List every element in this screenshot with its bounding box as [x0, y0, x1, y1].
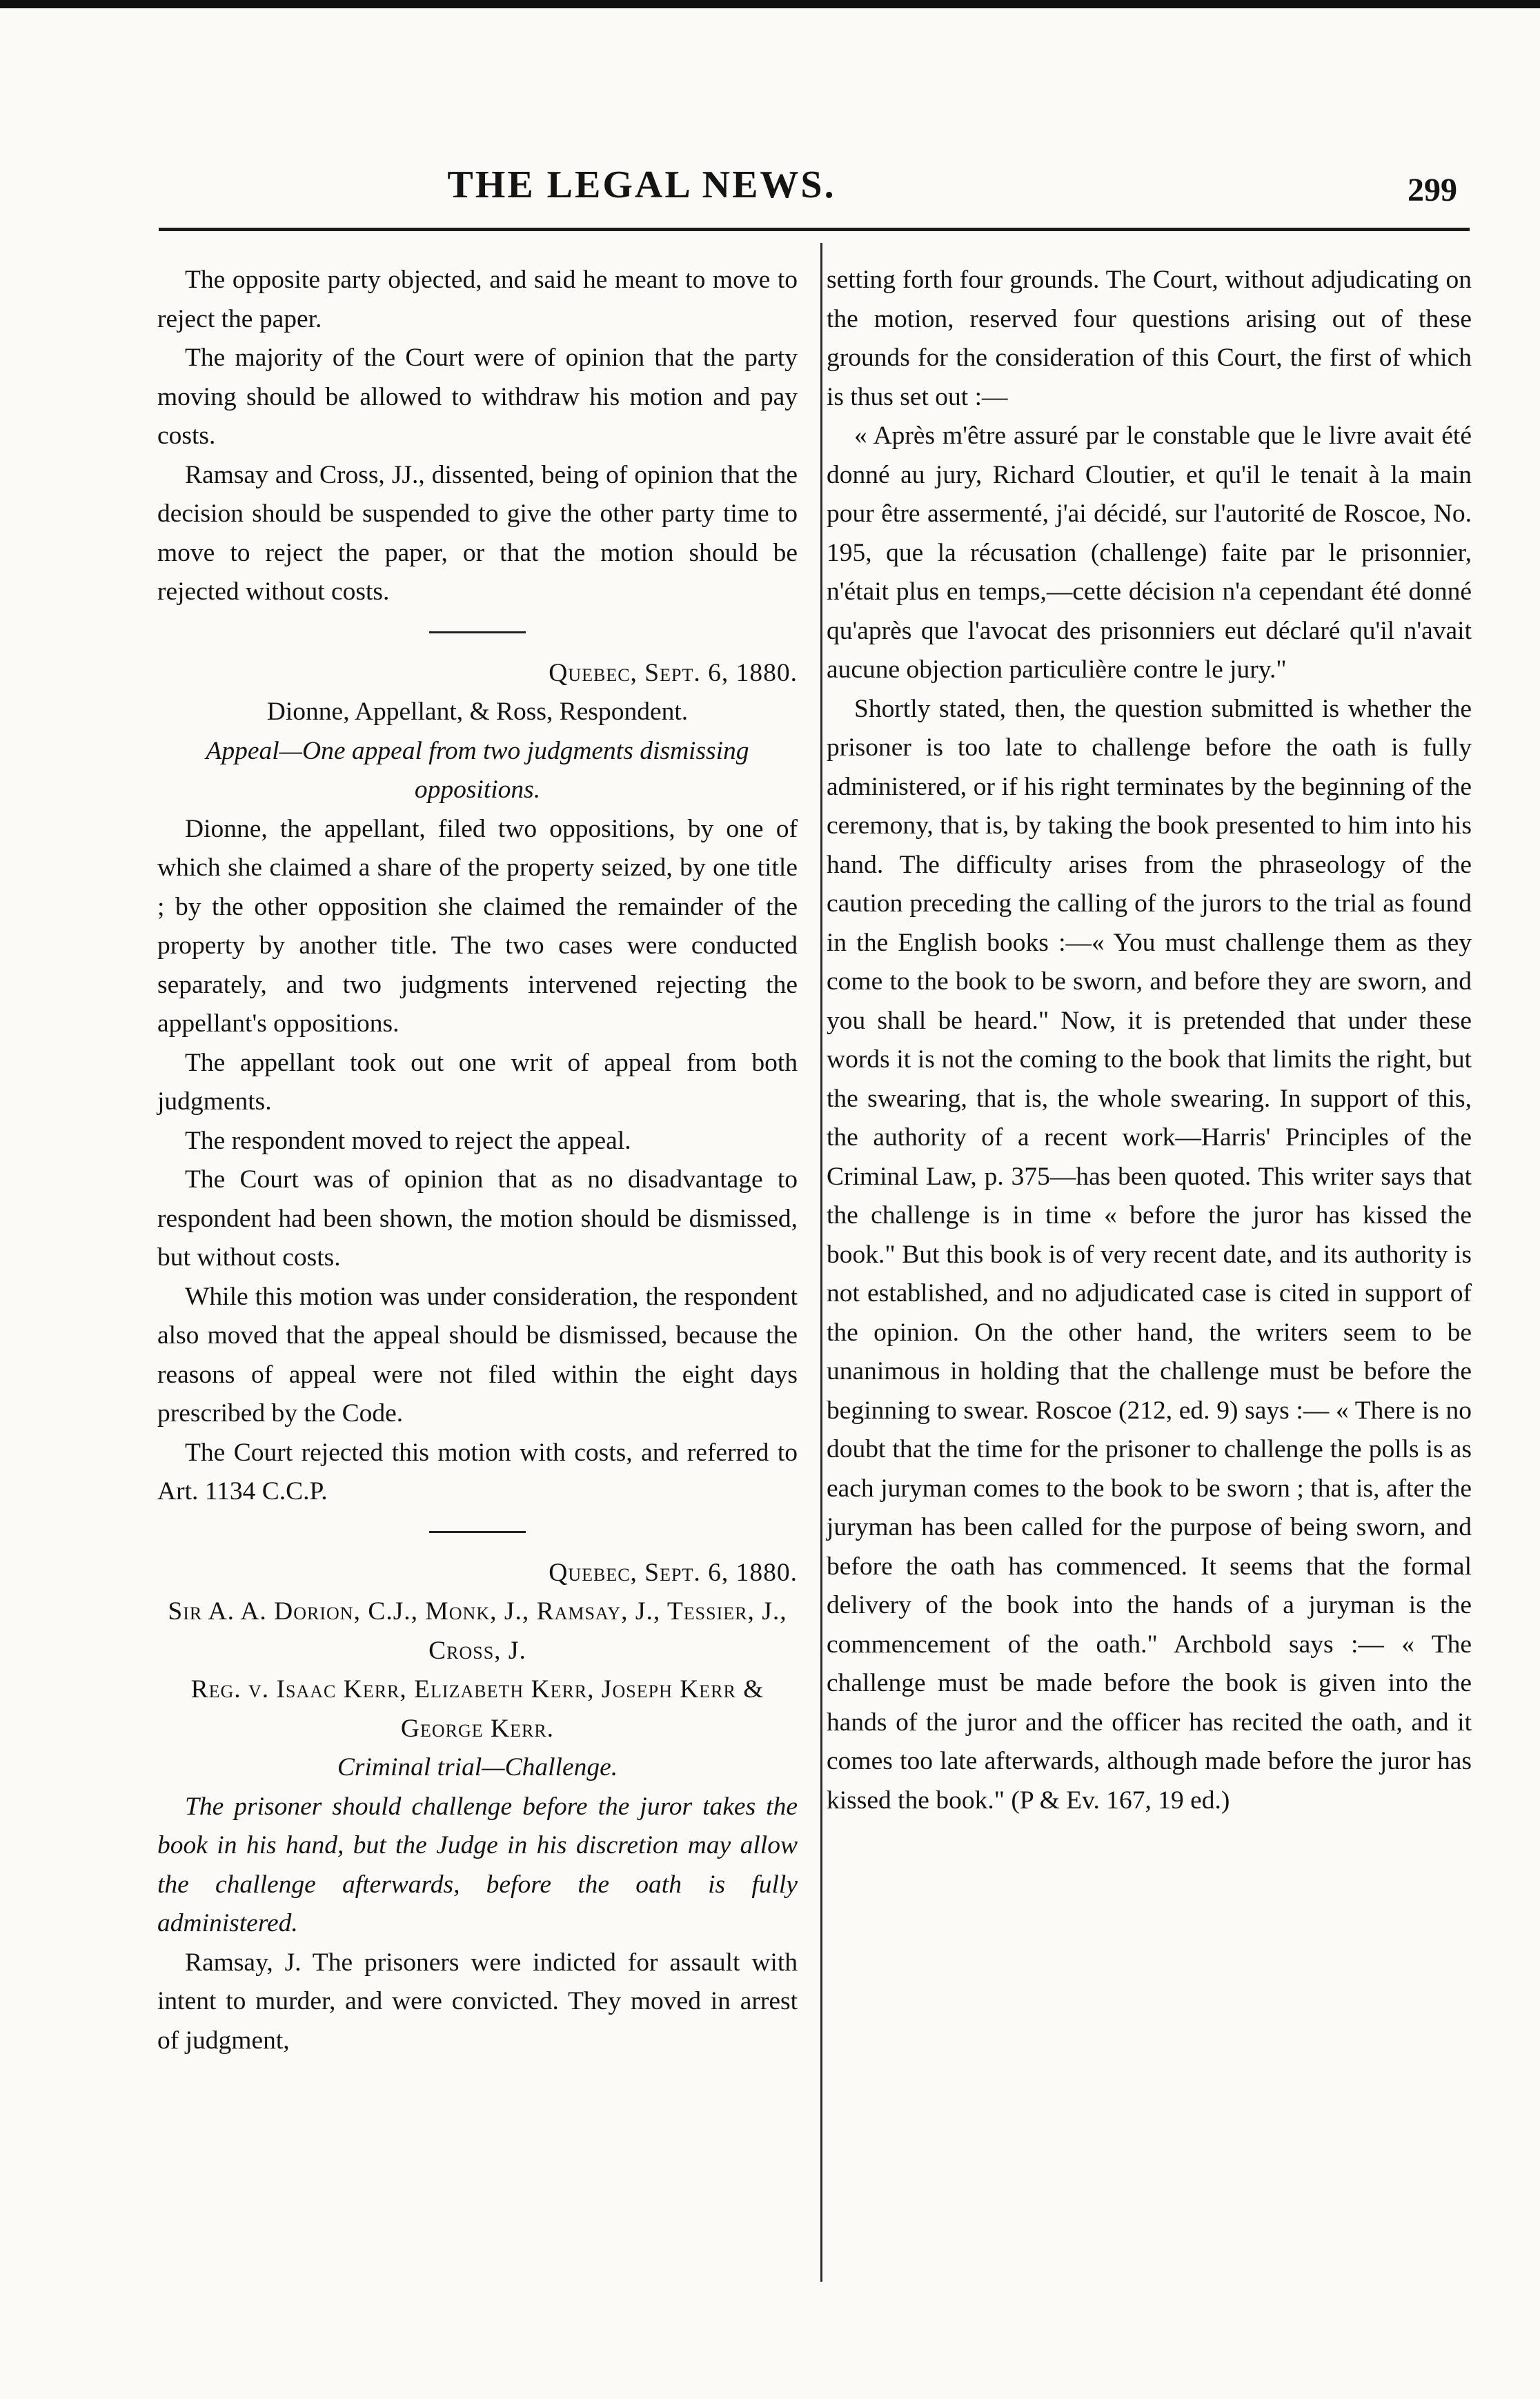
paragraph: The opposite party objected, and said he meant to move to reject the paper.	[157, 266, 798, 333]
case-bench: Sir A. A. Dorion, C.J., Monk, J., Ramsay, J., Tessier, J., Cross, J.	[168, 1597, 787, 1665]
paragraph: Dionne, the appellant, filed two oppositions, by one of which she claimed a share of the property seized, by one title ; by the other opposition she claimed the remainder of the property by another title. The two cases were conducted separately, and two judgments intervened rejecting the appellant's oppositions.	[157, 814, 798, 1038]
section-divider	[429, 1531, 526, 1533]
paragraph: Shortly stated, then, the question submitted is whether the prisoner is too late to challenge before the oath is fully administered, or if his right terminates by the beginning of the ceremony, that is, by taking the book presented to him into his hand. The difficulty arises from the phraseology of the caution preceding the calling of the jurors to the trial as found in the English books :—« You must challenge them as they come to the book to be sworn, and before they are sworn, and you shall be heard." Now, it is pretended that under these words it is not the coming to the book that limits the right, but the swearing, that is, the whole swearing. In support of this, the authority of a recent work—Harris' Principles of the Criminal Law, p. 375—has been quoted. This writer says that the challenge is in time « before the juror has kissed the book." But this book is of very recent date, and its authority is not established, and no adjudicated case is cited in support of the opinion. On the other hand, the writers seem to be unanimous in holding that the challenge must be before the beginning to swear. Roscoe (212, ed. 9) says :— « There is no doubt that the time for the prisoner to challenge the polls is as each juryman comes to the book to be sworn ; that is, after the juryman has been called for the purpose of being sworn, and before the oath has commenced. It seems that the formal delivery of the book into the hands of a juryman is the commencement of the oath." Archbold says :— « The challenge must be made before the book is given into the hands of the juror and the officer has recited the oath, and it comes too late afterwards, although made before the juror has kissed the book." (P & Ev. 167, 19 ed.)	[827, 694, 1472, 1815]
paragraph: Ramsay, J. The prisoners were indicted for assault with intent to murder, and were convicted. They moved in arrest of judgment,	[157, 1948, 798, 2055]
paragraph: Ramsay and Cross, JJ., dissented, being of opinion that the decision should be suspended to give the other party time to move to reject the paper, or that the motion should be rejected without costs.	[157, 460, 798, 606]
top-border-rule	[0, 0, 1540, 8]
case-dateline: Quebec, Sept. 6, 1880.	[549, 658, 798, 687]
case-parties: Dionne, Appellant, & Ross, Respondent.	[266, 698, 689, 726]
case-headnote: The prisoner should challenge before the juror takes the book in his hand, but the Judge in his discretion may allow the challenge afterwards, before the oath is fully administered.	[157, 1792, 798, 1937]
case-dateline: Quebec, Sept. 6, 1880.	[549, 1558, 798, 1587]
case-parties: Reg. v. Isaac Kerr, Elizabeth Kerr, Joseph Kerr & George Kerr.	[190, 1675, 764, 1743]
paragraph: The Court rejected this motion with costs, and referred to Art. 1134 C.C.P.	[157, 1438, 798, 1505]
case-headnote: Appeal—One appeal from two judgments dismissing oppositions.	[206, 736, 749, 804]
paragraph: The respondent moved to reject the appeal.	[185, 1126, 631, 1155]
section-divider	[429, 631, 526, 633]
right-column	[827, 261, 1472, 1820]
paragraph: The appellant took out one writ of appeal from both judgments.	[157, 1048, 798, 1116]
column-separator	[820, 243, 822, 2282]
page-number: 299	[1408, 172, 1457, 208]
case-subject: Criminal trial—Challenge.	[337, 1753, 618, 1781]
paragraph: While this motion was under consideration, the respondent also moved that the appeal should be dismissed, because the reasons of appeal were not filed within the eight days prescribed by the Code.	[157, 1282, 798, 1428]
header-rule	[159, 228, 1470, 231]
running-title: THE LEGAL NEWS.	[447, 164, 836, 206]
paragraph: The majority of the Court were of opinion that the party moving should be allowed to withdraw his motion and pay costs.	[157, 344, 798, 450]
quoted-paragraph: « Après m'être assuré par le constable que le livre avait été donné au jury, Richard Cloutier, et qu'il le tenait à la main pour être assermenté, j'ai décidé, sur l'autorité de Roscoe, No. 195, que la récusation (challenge) faite par le prisonnier, n'était plus en temps,—cette décision n'a cependant été donné qu'après que l'avocat des prisonniers eut déclaré qu'il n'avait aucune objection particulière contre le jury."	[827, 422, 1472, 684]
paragraph: setting forth four grounds. The Court, without adjudicating on the motion, reserved four questions arising out of these grounds for the consideration of this Court, the first of which is thus set out :—	[827, 266, 1472, 411]
left-column	[157, 261, 798, 2060]
paragraph: The Court was of opinion that as no disadvantage to respondent had been shown, the motion should be dismissed, but without costs.	[157, 1165, 798, 1272]
